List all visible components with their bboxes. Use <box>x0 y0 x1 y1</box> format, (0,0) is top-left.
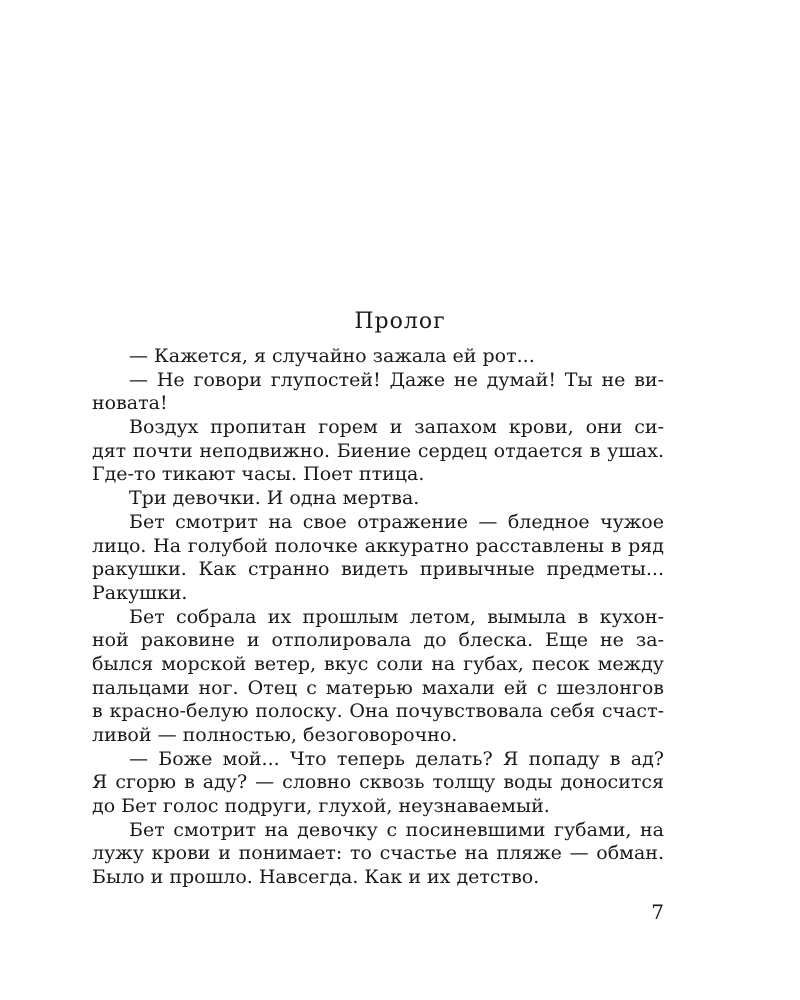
text-line: — Не говори глупостей! Даже не думай! Ты не ви- <box>129 368 664 391</box>
text-line: дят почти неподвижно. Биение сердец отдается в ушах. <box>92 439 664 462</box>
text-line: Было и прошло. Навсегда. Как и их детство. <box>92 866 540 889</box>
chapter-title: Пролог <box>354 309 446 334</box>
text-line: Бет смотрит на девочку с посиневшими губами, на <box>129 818 664 841</box>
text-line: лужу крови и понимает: то счастье на пляже — обман. <box>92 842 664 865</box>
prologue-text <box>92 345 664 890</box>
text-line: Я сгорю в аду? — словно сквозь толщу воды доносится <box>92 771 664 794</box>
text-line: пальцами ног. Отец с матерью махали ей с шезлонгов <box>92 676 664 699</box>
text-line: былся морской ветер, вкус соли на губах, песок между <box>92 652 664 675</box>
text-line: — Боже мой... Что теперь делать? Я попаду в ад? <box>129 747 664 770</box>
text-line: в красно-белую полоску. Она почувствовала себя счаст- <box>92 700 664 723</box>
text-line: новата! <box>92 392 168 415</box>
text-line: лицо. На голубой полочке аккуратно расставлены в ряд <box>92 534 664 557</box>
text-line: Ракушки. <box>92 581 188 604</box>
text-line: — Кажется, я случайно зажала ей рот... <box>129 345 535 367</box>
text-line: ракушки. Как странно видеть привычные предметы... <box>92 558 664 581</box>
text-line: Где-то тикают часы. Поет птица. <box>92 463 425 486</box>
text-line: Бет собрала их прошлым летом, вымыла в кухон- <box>129 605 664 628</box>
text-line: ливой — полностью, безоговорочно. <box>92 724 458 746</box>
text-line: Три девочки. И одна мертва. <box>129 487 420 510</box>
text-line: Бет смотрит на свое отражение — бледное чужое <box>129 510 664 533</box>
page-number: 7 <box>651 900 664 924</box>
text-line: Воздух пропитан горем и запахом крови, они си- <box>129 416 664 439</box>
text-line: ной раковине и отполировала до блеска. Еще не за- <box>92 629 664 652</box>
text-line: до Бет голос подруги, глухой, неузнаваемый. <box>92 795 550 818</box>
